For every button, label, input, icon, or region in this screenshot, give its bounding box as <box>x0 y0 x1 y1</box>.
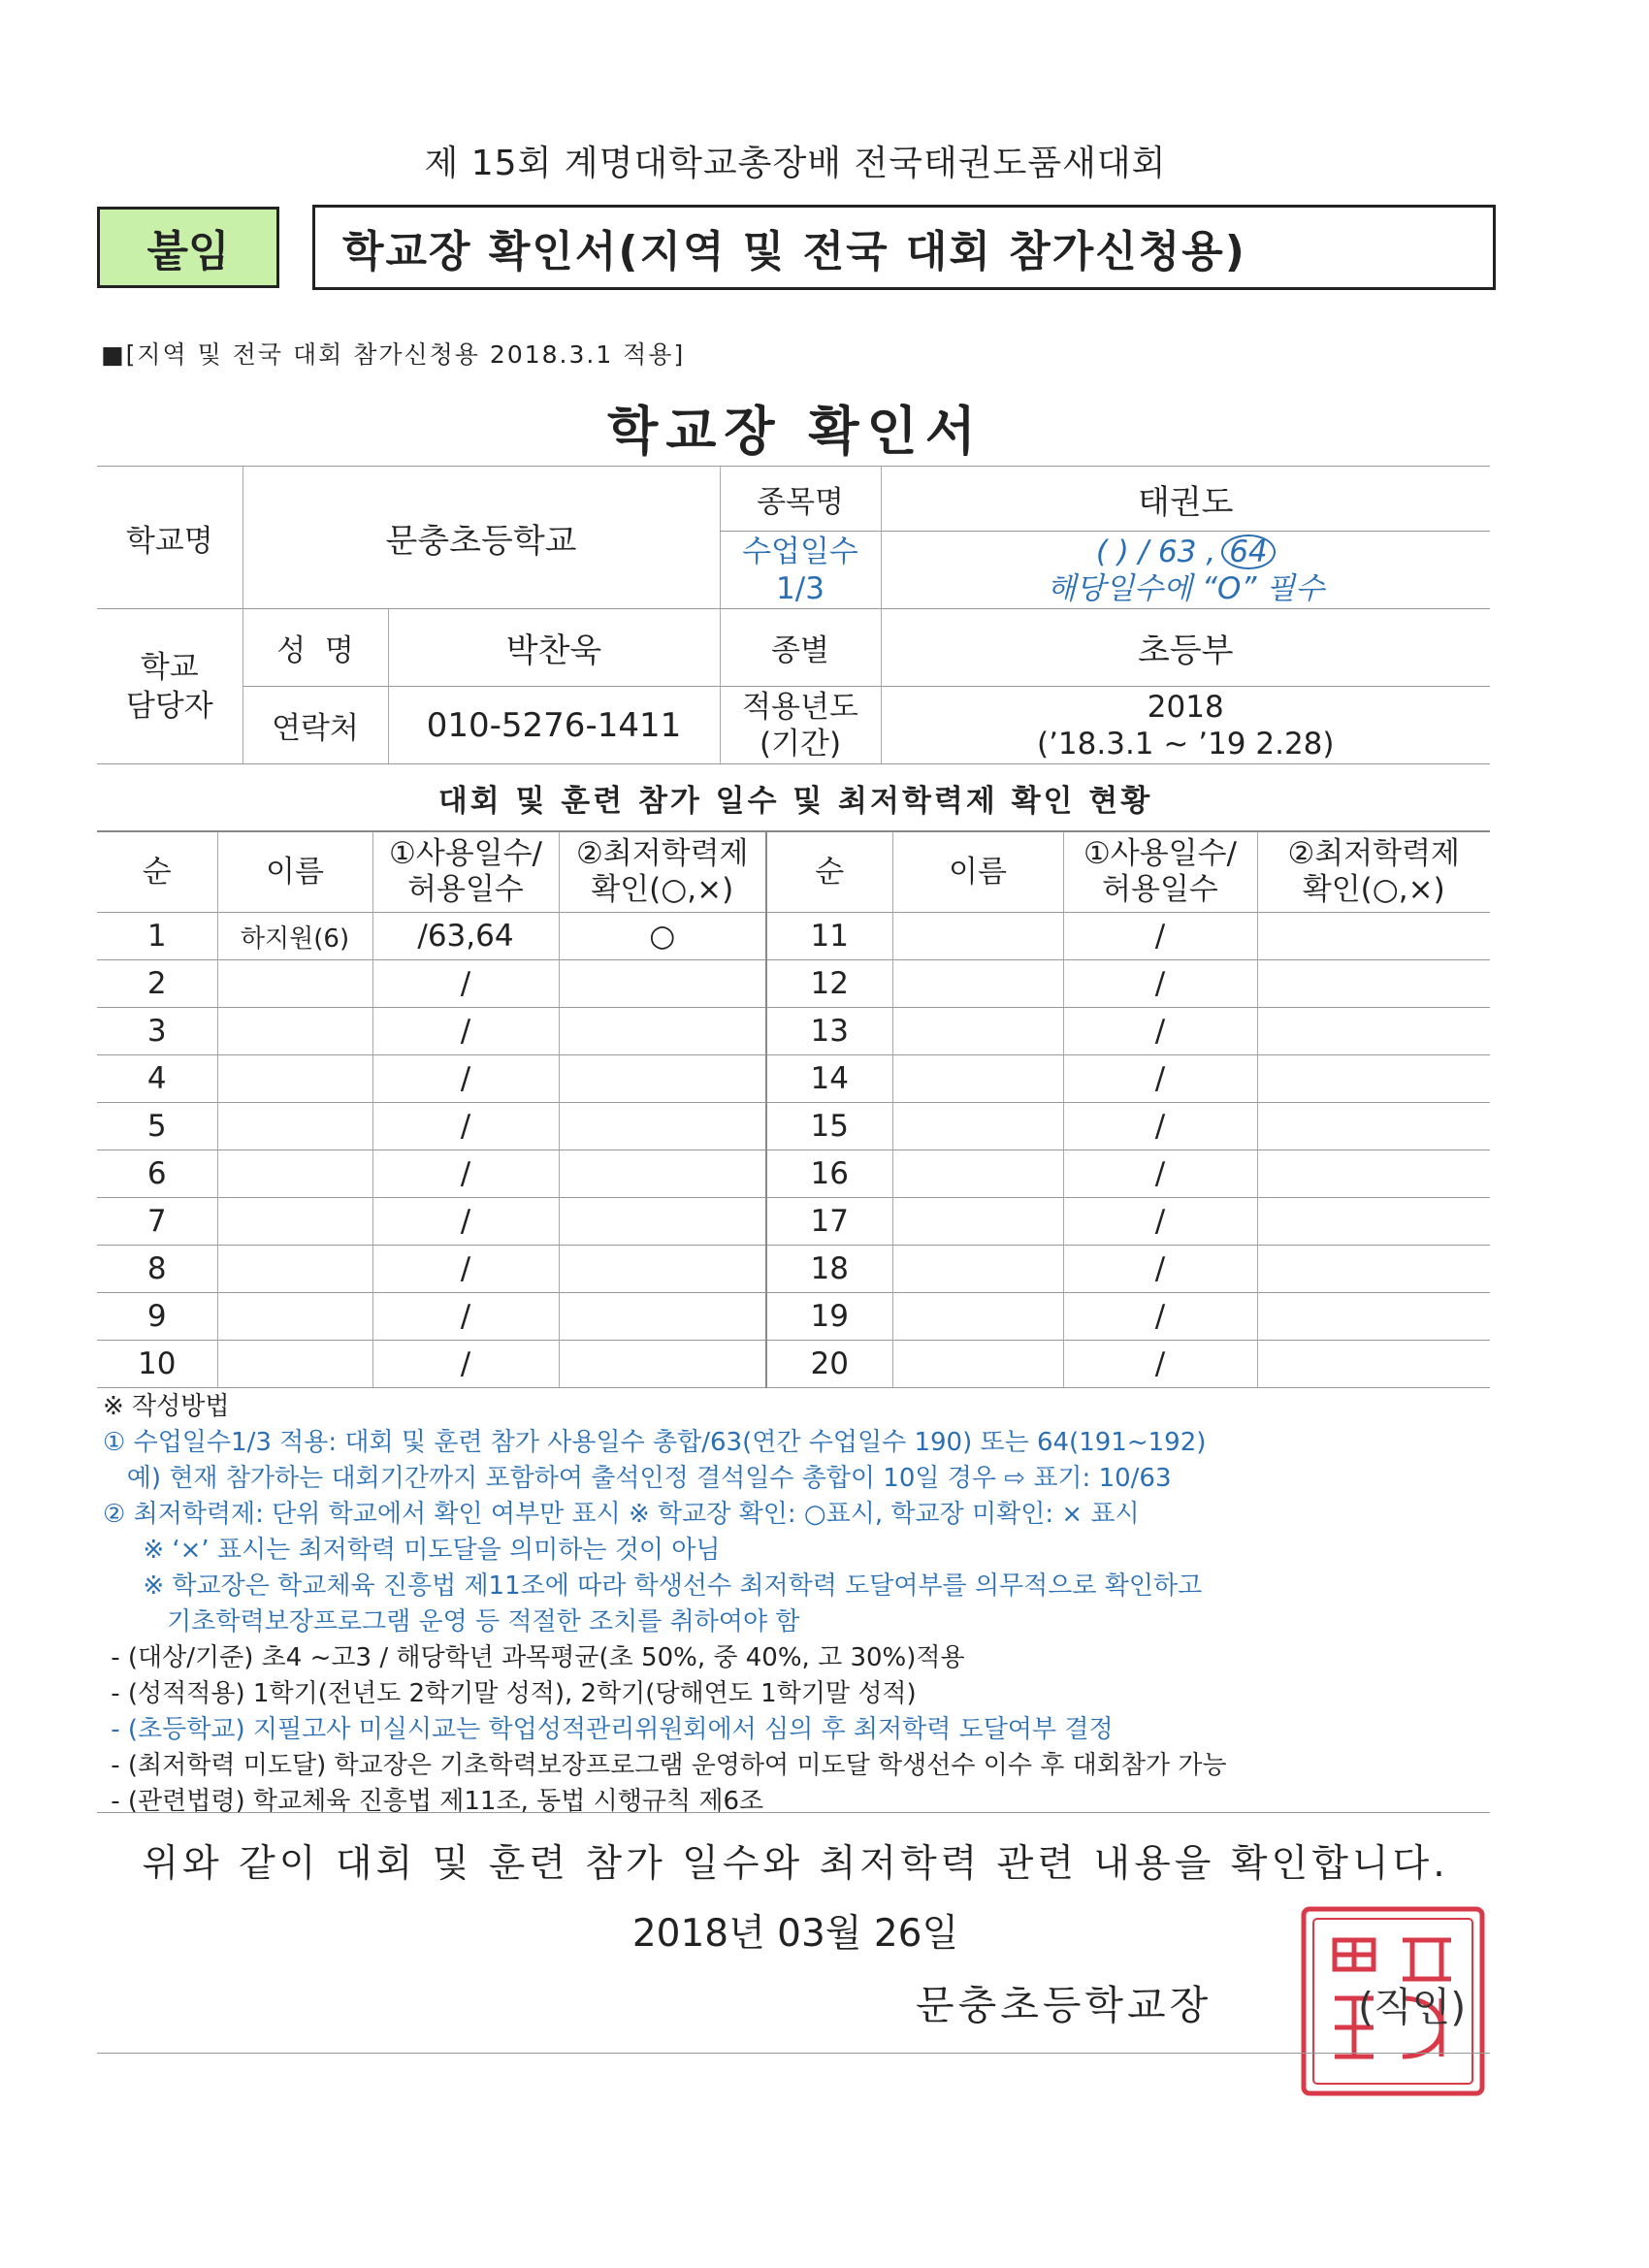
row-name <box>217 1341 372 1388</box>
row-check <box>559 1055 766 1103</box>
table-row <box>97 1150 1490 1198</box>
row-no-right: 14 <box>766 1055 892 1103</box>
row-no-right: 16 <box>766 1150 892 1198</box>
class-days-label <box>720 532 881 609</box>
instruction-line: - (최저학력 미도달) 학교장은 기초학력보장프로그램 운영하여 미도달 학생선수 이수 후 대회참가 가능 <box>103 1751 1227 1780</box>
row-no: 3 <box>97 1008 217 1055</box>
header-days-line2: 허용일수 <box>407 872 524 907</box>
row-no: 1 <box>97 913 217 960</box>
writing-instructions <box>103 1389 1500 1820</box>
category-label: 종별 <box>720 609 881 687</box>
row-name-right <box>892 1055 1063 1103</box>
row-no: 5 <box>97 1103 217 1150</box>
school-info-table <box>97 466 1490 764</box>
class-days-value-line2: 해당일수에 “O” 필수 <box>1047 570 1325 606</box>
row-check <box>559 1150 766 1198</box>
header-days-right <box>1063 831 1257 913</box>
year-label <box>720 687 881 764</box>
row-days: / <box>372 960 559 1008</box>
row-days-right: / <box>1063 1341 1257 1388</box>
header-check-right-line1: ②최저학력제 <box>1287 836 1461 871</box>
section-title: 대회 및 훈련 참가 일수 및 최저학력제 확인 현황 <box>437 784 1153 819</box>
principal-signer: 문충초등학교장 <box>916 1982 1212 2028</box>
row-no-right: 11 <box>766 913 892 960</box>
table-header-row <box>97 831 1490 913</box>
class-days-circled: 64 <box>1221 535 1275 569</box>
row-days-right: / <box>1063 1055 1257 1103</box>
row-name-right <box>892 960 1063 1008</box>
row-no-right: 15 <box>766 1103 892 1150</box>
table-row <box>97 913 1490 960</box>
row-no: 6 <box>97 1150 217 1198</box>
row-days: / <box>372 1293 559 1341</box>
row-no-right: 17 <box>766 1198 892 1246</box>
header-check-right <box>1257 831 1490 913</box>
header-name: 이름 <box>217 831 372 913</box>
row-check-right <box>1257 1341 1490 1388</box>
table-row <box>97 1246 1490 1293</box>
school-label: 학교명 <box>97 467 242 609</box>
instruction-line: ① 수업일수1/3 적용: 대회 및 훈련 참가 사용일수 총합/63(연간 수업일수 190) 또는 64(191~192) <box>103 1428 1207 1457</box>
row-days: / <box>372 1246 559 1293</box>
row-no-right: 18 <box>766 1246 892 1293</box>
year-value-line2: (’18.3.1 ~ ’19 2.28) <box>1036 726 1335 761</box>
row-check: ○ <box>559 913 766 960</box>
row-no-right: 19 <box>766 1293 892 1341</box>
category-value: 초등부 <box>881 609 1490 687</box>
instruction-line: 기초학력보장프로그램 운영 등 적절한 조치를 취하여야 함 <box>103 1607 800 1636</box>
row-days: / <box>372 1198 559 1246</box>
header-name-right: 이름 <box>892 831 1063 913</box>
table-row <box>97 1293 1490 1341</box>
header-days-right-line1: ①사용일수/ <box>1083 836 1238 871</box>
instruction-line: - (대상/기준) 초4 ~고3 / 해당학년 과목평균(초 50%, 중 40%, 고 30%)적용 <box>103 1643 965 1672</box>
row-no: 2 <box>97 960 217 1008</box>
row-name-right <box>892 1198 1063 1246</box>
header-days <box>372 831 559 913</box>
school-name: 문충초등학교 <box>242 467 720 609</box>
row-days-right: / <box>1063 1198 1257 1246</box>
event-value: 태권도 <box>881 467 1490 532</box>
year-value-line1: 2018 <box>1147 689 1224 725</box>
instruction-line: - (관련법령) 학교체육 진흥법 제11조, 동법 시행규칙 제6조 <box>103 1787 764 1816</box>
seal-glyph <box>1335 1940 1374 1969</box>
row-check <box>559 960 766 1008</box>
contact-group-label-line2: 담당자 <box>125 688 213 724</box>
year-label-line1: 적용년도 <box>742 689 858 725</box>
row-check <box>559 1008 766 1055</box>
instruction-line: ② 최저학력제: 단위 학교에서 확인 여부만 표시 ※ 학교장 확인: ○표시, 학교장 미확인: × 표시 <box>103 1500 1140 1529</box>
row-no: 9 <box>97 1293 217 1341</box>
header-check-right-line2: 확인(○,×) <box>1302 872 1445 907</box>
row-days: / <box>372 1341 559 1388</box>
row-check <box>559 1293 766 1341</box>
year-value <box>881 687 1490 764</box>
participation-table <box>97 830 1490 1388</box>
row-name-right <box>892 1103 1063 1150</box>
divider <box>97 2053 1490 2054</box>
row-days: / <box>372 1103 559 1150</box>
row-name <box>217 1150 372 1198</box>
table-row <box>97 960 1490 1008</box>
row-no-right: 12 <box>766 960 892 1008</box>
instruction-line: 예) 현재 참가하는 대회기간까지 포함하여 출석인정 결석일수 총합이 10일 경우 ⇨ 표기: 10/63 <box>103 1464 1172 1493</box>
row-check <box>559 1246 766 1293</box>
instruction-line: ※ 작성방법 <box>103 1392 230 1421</box>
row-days-right: / <box>1063 913 1257 960</box>
apply-note: ■[지역 및 전국 대회 참가신청용 2018.3.1 적용] <box>101 340 686 369</box>
attachment-badge: 붙임 <box>97 207 279 288</box>
row-check <box>559 1341 766 1388</box>
instruction-line: - (초등학교) 지필고사 미실시교는 학업성적관리위원회에서 심의 후 최저학력 도달여부 결정 <box>103 1715 1114 1744</box>
class-days-choice: ( ) / 63 , <box>1095 534 1216 569</box>
table-row <box>97 1103 1490 1150</box>
row-no: 10 <box>97 1341 217 1388</box>
row-check <box>559 1103 766 1150</box>
name-value: 박찬욱 <box>388 609 720 687</box>
row-check-right <box>1257 1055 1490 1103</box>
row-name-right <box>892 913 1063 960</box>
confirmation-text: 위와 같이 대회 및 훈련 참가 일수와 최저학력 관련 내용을 확인합니다. <box>142 1842 1449 1886</box>
table-row <box>97 1055 1490 1103</box>
row-name <box>217 1055 372 1103</box>
row-days-right: / <box>1063 960 1257 1008</box>
confirmation-date: 2018년 03월 26일 <box>631 1912 959 1956</box>
row-check-right <box>1257 1246 1490 1293</box>
contact-group-label-line1: 학교 <box>140 649 199 685</box>
phone-value: 010-5276-1411 <box>388 687 720 764</box>
row-name <box>217 960 372 1008</box>
row-name: 하지원(6) <box>217 913 372 960</box>
row-check-right <box>1257 1198 1490 1246</box>
instruction-line: - (성적적용) 1학기(전년도 2학기말 성적), 2학기(당해연도 1학기말 성적) <box>103 1679 917 1708</box>
instruction-line: ※ 학교장은 학교체육 진흥법 제11조에 따라 학생선수 최저학력 도달여부를 의무적으로 확인하고 <box>103 1571 1203 1601</box>
row-check-right <box>1257 960 1490 1008</box>
class-days-value <box>881 532 1490 609</box>
row-days: / <box>372 1055 559 1103</box>
table-row <box>97 1008 1490 1055</box>
row-check <box>559 1198 766 1246</box>
row-name <box>217 1008 372 1055</box>
row-name <box>217 1198 372 1246</box>
name-label: 성 명 <box>242 609 388 687</box>
header-check-line2: 확인(○,×) <box>591 872 734 907</box>
instruction-line: ※ ‘×’ 표시는 최저학력 미도달을 의미하는 것이 아님 <box>103 1536 721 1565</box>
header-days-line1: ①사용일수/ <box>388 836 543 871</box>
header-check-line1: ②최저학력제 <box>575 836 749 871</box>
row-days-right: / <box>1063 1008 1257 1055</box>
table-row <box>97 1198 1490 1246</box>
row-check-right <box>1257 1293 1490 1341</box>
row-name-right <box>892 1293 1063 1341</box>
event-label: 종목명 <box>720 467 881 532</box>
year-label-line2: (기간) <box>759 726 842 761</box>
header-title: 학교장 확인서(지역 및 전국 대회 참가신청용) <box>312 205 1496 290</box>
class-days-label-line1: 수업일수 <box>742 534 858 569</box>
phone-label: 연락처 <box>242 687 388 764</box>
class-days-label-line2: 1/3 <box>776 570 824 606</box>
row-name <box>217 1103 372 1150</box>
row-no: 7 <box>97 1198 217 1246</box>
header-no-right: 순 <box>766 831 892 913</box>
row-name-right <box>892 1246 1063 1293</box>
row-no-right: 13 <box>766 1008 892 1055</box>
row-no: 8 <box>97 1246 217 1293</box>
header-days-right-line2: 허용일수 <box>1102 872 1218 907</box>
row-name-right <box>892 1008 1063 1055</box>
row-check-right <box>1257 913 1490 960</box>
contact-group-label <box>97 609 242 764</box>
row-days-right: / <box>1063 1103 1257 1150</box>
competition-title: 제 15회 계명대학교총장배 전국태권도품새대회 <box>424 144 1167 183</box>
row-name <box>217 1293 372 1341</box>
seal-glyph <box>1403 1940 1451 1979</box>
row-days: / <box>372 1008 559 1055</box>
document-title: 학교장 확인서 <box>607 401 984 462</box>
row-name-right <box>892 1150 1063 1198</box>
row-name <box>217 1246 372 1293</box>
seal-label: (직인) <box>1358 1984 1467 2030</box>
header-no: 순 <box>97 831 217 913</box>
table-row <box>97 1341 1490 1388</box>
row-days: / <box>372 1150 559 1198</box>
class-days-value-line1 <box>882 534 1491 570</box>
row-days-right: / <box>1063 1150 1257 1198</box>
row-days-right: / <box>1063 1246 1257 1293</box>
row-no: 4 <box>97 1055 217 1103</box>
row-check-right <box>1257 1008 1490 1055</box>
row-name-right <box>892 1341 1063 1388</box>
row-check-right <box>1257 1103 1490 1150</box>
row-days: /63,64 <box>372 913 559 960</box>
row-no-right: 20 <box>766 1341 892 1388</box>
row-check-right <box>1257 1150 1490 1198</box>
divider <box>97 1812 1490 1813</box>
row-days-right: / <box>1063 1293 1257 1341</box>
header-check <box>559 831 766 913</box>
